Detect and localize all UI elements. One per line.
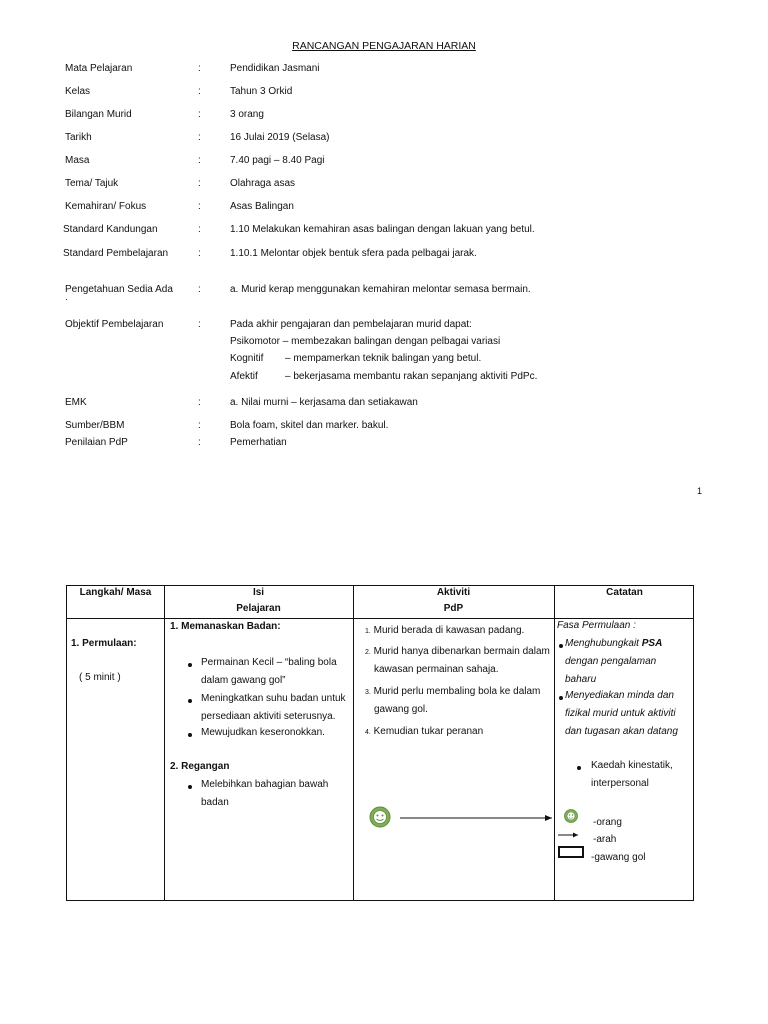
catatan-text: dan tugasan akan datang bbox=[565, 726, 678, 737]
info-value: Pendidikan Jasmani bbox=[230, 63, 320, 74]
info-value: Pemerhatian bbox=[230, 437, 287, 448]
aktiviti-item-text: gawang gol. bbox=[374, 704, 428, 715]
info-label: Penilaian PdP bbox=[65, 437, 128, 448]
header-text: Pelajaran bbox=[236, 603, 281, 614]
objektif-text: – mempamerkan teknik balingan yang betul. bbox=[285, 353, 482, 364]
catatan-fasa: Fasa Permulaan : bbox=[557, 620, 636, 631]
item-text: Murid perlu membaling bola ke dalam bbox=[373, 686, 541, 697]
info-value: Pada akhir pengajaran dan pembelajaran murid dapat: bbox=[230, 319, 472, 330]
langkah-time: ( 5 minit ) bbox=[79, 672, 121, 683]
item-number: 3. bbox=[365, 689, 371, 696]
bullet-dot bbox=[559, 644, 563, 648]
isi-bullet-text: Melebihkan bahagian bawah bbox=[201, 779, 329, 790]
isi-bullet-text: badan bbox=[201, 797, 229, 808]
info-colon: : bbox=[198, 109, 201, 120]
isi-bullet-text: Mewujudkan keseronokkan. bbox=[201, 727, 325, 738]
info-row-pengetahuan-sedia-ada bbox=[0, 284, 768, 298]
header-langkah bbox=[67, 585, 164, 601]
info-row-bilangan-murid bbox=[0, 109, 768, 123]
info-value: Bola foam, skitel dan marker. bakul. bbox=[230, 420, 389, 431]
item-number: 1. bbox=[365, 628, 371, 635]
item-number: 4. bbox=[365, 729, 371, 736]
header-text: Catatan bbox=[606, 587, 643, 598]
goal-icon bbox=[559, 847, 583, 857]
info-value: 7.40 pagi – 8.40 Pagi bbox=[230, 155, 325, 166]
objektif-kognitif bbox=[230, 353, 481, 364]
info-value: 3 orang bbox=[230, 109, 264, 120]
item-text: Murid hanya dibenarkan bermain dalam bbox=[373, 646, 550, 657]
objektif-key: Kognitif bbox=[230, 353, 264, 364]
info-row-standard-pembelajaran bbox=[0, 248, 768, 262]
info-label: EMK bbox=[65, 397, 87, 408]
info-label: Objektif Pembelajaran bbox=[65, 319, 164, 330]
info-value: Olahraga asas bbox=[230, 178, 296, 189]
page-number: 1 bbox=[697, 486, 703, 496]
bullet-dot bbox=[188, 699, 192, 703]
info-row-sumber bbox=[0, 420, 768, 434]
header-text: Aktiviti bbox=[436, 587, 471, 598]
item-number: 2. bbox=[365, 649, 371, 656]
info-row-standard-kandungan bbox=[0, 224, 768, 238]
objektif-text: – membezakan balingan dengan pelbagai variasi bbox=[282, 336, 501, 347]
info-row-kemahiran bbox=[0, 201, 768, 215]
legend-label: -orang bbox=[593, 817, 622, 828]
info-colon: : bbox=[198, 86, 201, 97]
header-text: Langkah/ Masa bbox=[79, 587, 152, 598]
info-value: 1.10 Melakukan kemahiran asas balingan dengan lakuan yang betul. bbox=[230, 224, 535, 235]
info-row-tema bbox=[0, 178, 768, 192]
legend-label: -gawang gol bbox=[591, 852, 646, 863]
isi-section-1: 1. Memanaskan Badan: bbox=[170, 621, 281, 632]
arrow-icon bbox=[400, 815, 552, 821]
info-value: Tahun 3 Orkid bbox=[230, 86, 293, 97]
bullet-dot bbox=[577, 766, 581, 770]
isi-section-2: 2. Regangan bbox=[170, 761, 230, 772]
catatan-text: Menyediakan minda dan bbox=[565, 690, 674, 701]
info-colon: : bbox=[198, 63, 201, 74]
bullet-dot bbox=[188, 733, 192, 737]
catatan-text: Menghubungkait bbox=[565, 638, 642, 649]
isi-bullet-text: Permainan Kecil – “baling bola bbox=[201, 657, 337, 668]
header-text: PdP bbox=[443, 603, 464, 614]
info-colon: : bbox=[198, 319, 201, 330]
header-text: Isi bbox=[252, 587, 265, 598]
legend-label: -arah bbox=[593, 834, 617, 845]
bullet-dot bbox=[188, 785, 192, 789]
catatan-bullet-1 bbox=[565, 635, 662, 653]
langkah-title: 1. Permulaan: bbox=[71, 638, 137, 649]
catatan-text: interpersonal bbox=[591, 778, 649, 789]
bullet-dot bbox=[559, 696, 563, 700]
catatan-text: Kaedah kinestatik, bbox=[591, 760, 673, 771]
info-label: Sumber/BBM bbox=[65, 420, 125, 431]
arrow-icon bbox=[558, 833, 578, 838]
info-label: Kemahiran/ Fokus bbox=[65, 201, 147, 212]
info-colon: : bbox=[198, 155, 201, 166]
info-value: a. Murid kerap menggunakan kemahiran melontar semasa bermain. bbox=[230, 284, 531, 295]
info-colon: : bbox=[198, 178, 201, 189]
catatan-text: fizikal murid untuk aktiviti bbox=[565, 708, 676, 719]
person-icon bbox=[565, 810, 578, 823]
person-icon bbox=[370, 807, 390, 827]
bullet-dot bbox=[188, 663, 192, 667]
info-row-masa bbox=[0, 155, 768, 169]
info-label: Pengetahuan Sedia Ada bbox=[65, 284, 173, 295]
info-value: a. Nilai murni – kerjasama dan setiakawan bbox=[230, 397, 418, 408]
aktiviti-item-1 bbox=[365, 622, 524, 641]
info-colon: : bbox=[198, 437, 201, 448]
info-row-objektif bbox=[0, 319, 768, 333]
info-colon: : bbox=[198, 420, 201, 431]
info-colon: : bbox=[198, 201, 201, 212]
aktiviti-item-4 bbox=[365, 723, 483, 742]
lesson-table bbox=[66, 585, 694, 901]
item-text: Kemudian tukar peranan bbox=[373, 726, 484, 737]
psa-text: PSA bbox=[641, 638, 663, 649]
info-value: Asas Balingan bbox=[230, 201, 294, 212]
aktiviti-item-2 bbox=[365, 643, 550, 662]
stray-dot: · bbox=[65, 294, 68, 304]
column-divider bbox=[164, 586, 165, 900]
info-label: Tarikh bbox=[65, 132, 92, 143]
info-row-mata-pelajaran bbox=[0, 63, 768, 77]
info-colon: : bbox=[198, 132, 201, 143]
info-colon: : bbox=[198, 284, 201, 295]
activity-diagram bbox=[353, 756, 554, 866]
info-label: Mata Pelajaran bbox=[65, 63, 133, 74]
info-label: Standard Kandungan bbox=[63, 224, 158, 235]
objektif-key: Afektif bbox=[230, 371, 258, 382]
catatan-text: baharu bbox=[565, 674, 597, 685]
info-colon: : bbox=[198, 224, 201, 235]
info-row-kelas bbox=[0, 86, 768, 100]
info-colon: : bbox=[198, 248, 201, 259]
objektif-psikomotor bbox=[230, 336, 500, 347]
objektif-afektif bbox=[230, 371, 537, 382]
document-title: RANCANGAN PENGAJARAN HARIAN bbox=[292, 40, 476, 52]
info-label: Standard Pembelajaran bbox=[63, 248, 169, 259]
info-row-penilaian bbox=[0, 437, 768, 451]
objektif-text: – bekerjasama membantu rakan sepanjang aktiviti PdPc. bbox=[285, 371, 538, 382]
info-row-tarikh bbox=[0, 132, 768, 146]
objektif-key: Psikomotor bbox=[230, 336, 281, 347]
isi-bullet-text: Meningkatkan suhu badan untuk bbox=[201, 693, 346, 704]
aktiviti-item-text: kawasan permainan sahaja. bbox=[374, 664, 499, 675]
info-colon: : bbox=[198, 397, 201, 408]
info-value: 1.10.1 Melontar objek bentuk sfera pada pelbagai jarak. bbox=[230, 248, 477, 259]
info-label: Masa bbox=[65, 155, 90, 166]
header-isi bbox=[164, 585, 353, 617]
info-value: 16 Julai 2019 (Selasa) bbox=[230, 132, 330, 143]
info-label: Kelas bbox=[65, 86, 91, 97]
info-label: Bilangan Murid bbox=[65, 109, 132, 120]
header-aktiviti bbox=[353, 585, 554, 617]
catatan-text: dengan pengalaman bbox=[565, 656, 657, 667]
info-label: Tema/ Tajuk bbox=[65, 178, 119, 189]
header-catatan bbox=[554, 585, 695, 601]
isi-bullet-text: dalam gawang gol” bbox=[201, 675, 286, 686]
item-text: Murid berada di kawasan padang. bbox=[373, 625, 525, 636]
isi-bullet-text: persediaan aktiviti seterusnya. bbox=[201, 711, 336, 722]
aktiviti-item-3 bbox=[365, 683, 540, 702]
info-row-emk bbox=[0, 397, 768, 411]
